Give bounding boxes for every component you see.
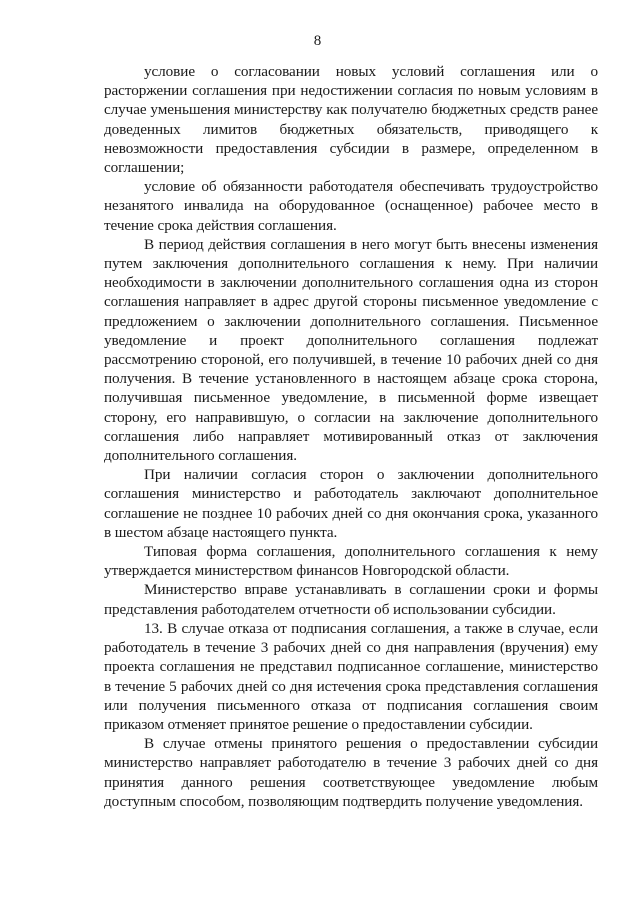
paragraph-3: В период действия соглашения в него могут быть внесены изменения путем заключения дополнительного соглашения к нему. При наличии необходимости в заключении дополнительного соглашения одна из сторон соглашения направляет в адрес другой стороны письменное уведомление с предложением о заключении дополнительного соглашения. Письменное уведомление и проект дополнительного соглашения подлежат рассмотрению стороной, его получившей, в течение 10 рабочих дней со дня получения. В течение установленного в настоящем абзаце срока сторона, получившая письменное уведомление, в письменной форме извещает сторону, его направившую, о согласии на заключение дополнительного соглашения либо направляет мотивированный отказ от заключения дополнительного соглашения. xyxy=(104,235,598,465)
paragraph-5: Типовая форма соглашения, дополнительного соглашения к нему утверждается министерством финансов Новгородской области. xyxy=(104,543,598,580)
paragraph-4: При наличии согласия сторон о заключении дополнительного соглашения министерство и работодатель заключают дополнительное соглашение не позднее 10 рабочих дней со дня окончания срока, указанного в шестом абзаце настоящего пункта. xyxy=(104,466,598,541)
paragraph-8: В случае отмены принятого решения о предоставлении субсидии министерство направляет работодателю в течение 3 рабочих дней со дня принятия данного решения соответствующее уведомление любым доступным способом, позволяющим подтвердить получение уведомления. xyxy=(104,735,598,810)
page-number: 8 xyxy=(313,33,322,49)
paragraph-1: условие о согласовании новых условий соглашения или о расторжении соглашения при недостижении согласия по новым условиям в случае уменьшения министерству как получателю бюджетных средств ранее доведенных лимитов бюджетных обязательств, приводящего к невозможности предоставления субсидии в размере, определенном в соглашении; xyxy=(104,63,598,177)
document-body xyxy=(104,62,598,811)
paragraph-2: условие об обязанности работодателя обеспечивать трудоустройство незанятого инвалида на оборудованное (оснащенное) рабочее место в течение срока действия соглашения. xyxy=(104,178,598,234)
paragraph-6: Министерство вправе устанавливать в соглашении сроки и формы представления работодателем отчетности об использовании субсидии. xyxy=(104,581,598,618)
paragraph-7: 13. В случае отказа от подписания соглашения, а также в случае, если работодатель в течение 3 рабочих дней со дня направления (вручения) ему проекта соглашения не представил подписанное соглашение, министерство в течение 5 рабочих дней со дня истечения срока представления соглашения или получения письменного отказа от подписания соглашения своим приказом отменяет принятое решение о предоставлении субсидии. xyxy=(104,619,598,733)
